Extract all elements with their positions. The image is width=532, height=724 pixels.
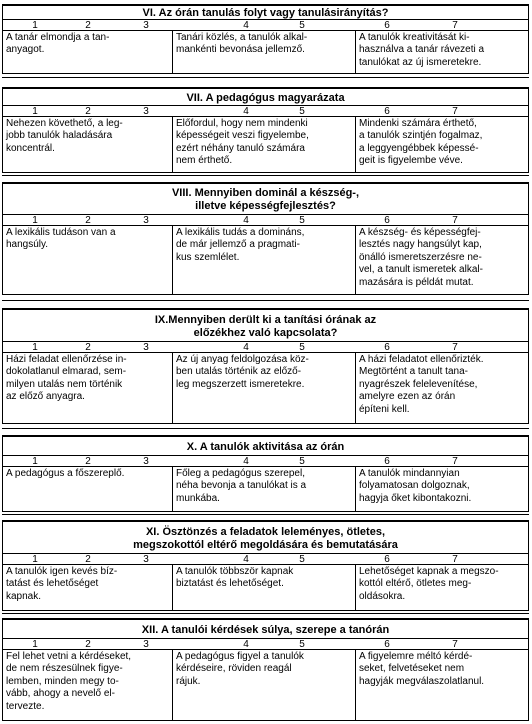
scale-number: 3 [143, 106, 149, 117]
scale-number: 1 [32, 456, 38, 467]
section-xi [2, 520, 529, 611]
descriptor-high: A figyelemre méltó kérdé- seket, felvetéseket nem hagyják megválaszolatlanul. [359, 651, 485, 687]
descriptor-mid: A pedagógus figyel a tanulók kérdéseire, röviden reagál rájuk. [173, 650, 356, 720]
scale-number: 7 [452, 215, 458, 226]
descriptor-low: A tanulók igen kevés bíz- tatást és lehetőséget kapnak. [3, 565, 173, 610]
scale-number: 5 [299, 215, 305, 226]
descriptor-mid: Főleg a pedagógus szerepel, néha bevonja a tanulókat is a munkába. [173, 467, 356, 511]
section-title: X. A tanulók aktivitása az órán [2, 435, 529, 455]
scale-row [2, 553, 529, 564]
scale-number: 1 [32, 215, 38, 226]
scale-number: 3 [143, 215, 149, 226]
scale-number: 5 [299, 342, 305, 353]
section-vi [2, 4, 529, 74]
descriptor-low: A lexikális tudáson van a hangsúly. [3, 226, 173, 294]
descriptor-row [2, 116, 529, 173]
descriptor-high: Lehetőséget kapnak a megszo- kottól eltérő, ötletes meg- oldásokra. [359, 566, 499, 602]
scale-number: 6 [384, 215, 390, 226]
section-vii [2, 87, 529, 173]
scale-number: 7 [452, 554, 458, 565]
scale-row [2, 341, 529, 352]
scale-number: 4 [243, 342, 249, 353]
scale-number: 3 [143, 456, 149, 467]
divider [2, 77, 529, 78]
scale-number: 3 [143, 20, 149, 31]
section-title: VI. Az órán tanulás folyt vagy tanulásirányítás? [2, 4, 529, 19]
divider [2, 613, 529, 614]
descriptor-low: A tanár elmondja a tan- anyagot. [3, 31, 173, 73]
scale-number: 6 [384, 106, 390, 117]
scale-number: 4 [243, 215, 249, 226]
scale-number: 2 [85, 639, 91, 650]
scale-number: 7 [452, 342, 458, 353]
descriptor-mid: A tanulók többször kapnak biztatást és lehetőséget. [173, 565, 356, 610]
descriptor-low: Fel lehet vetni a kérdéseket, de nem részesülnek figye- lemben, minden megy to- vább, ahogy a nevelő el- tervezte. [3, 650, 173, 720]
scale-number: 5 [299, 20, 305, 31]
scale-number: 5 [299, 554, 305, 565]
scale-row [2, 214, 529, 225]
descriptor-high: A tanulók kreativitását ki- használva a tanár rávezeti a tanulókat az új ismeretekre. [359, 32, 485, 68]
descriptor-row [2, 564, 529, 611]
scale-row [2, 105, 529, 116]
scale-number: 2 [85, 215, 91, 226]
descriptor-mid: Tanári közlés, a tanulók alkal- mankénti bevonása jellemző. [173, 31, 356, 73]
scale-number: 5 [299, 639, 305, 650]
scale-number: 5 [299, 106, 305, 117]
descriptor-row [2, 649, 529, 721]
scale-number: 6 [384, 639, 390, 650]
divider [2, 175, 529, 176]
divider [2, 514, 529, 515]
descriptor-row [2, 352, 529, 424]
scale-number: 1 [32, 342, 38, 353]
scale-number: 6 [384, 554, 390, 565]
scale-number: 1 [32, 554, 38, 565]
divider [2, 300, 529, 301]
scale-number: 1 [32, 20, 38, 31]
section-title: VIII. Mennyiben dominál a készség-, illetve képességfejlesztés? [2, 182, 529, 214]
descriptor-row [2, 30, 529, 74]
scale-number: 7 [452, 639, 458, 650]
section-x [2, 435, 529, 512]
section-title: IX.Mennyiben derült ki a tanítási órának az előzékhez való kapcsolata? [2, 308, 529, 341]
scale-row [2, 19, 529, 30]
scale-row [2, 638, 529, 649]
scale-number: 4 [243, 554, 249, 565]
scale-number: 2 [85, 342, 91, 353]
scale-number: 2 [85, 456, 91, 467]
descriptor-low: Házi feladat ellenőrzése in- dokolatlanul elmarad, sem- milyen utalás nem történik az előző anyagra. [3, 353, 173, 423]
section-ix [2, 308, 529, 424]
section-xii [2, 618, 529, 721]
scale-number: 3 [143, 342, 149, 353]
section-title: VII. A pedagógus magyarázata [2, 87, 529, 105]
descriptor-row [2, 225, 529, 295]
descriptor-low: Nehezen követhető, a leg- jobb tanulók haladására koncentrál. [3, 117, 173, 172]
descriptor-mid: A lexikális tudás a domináns, de már jellemző a pragmati- kus szemlélet. [173, 226, 356, 294]
descriptor-high: A házi feladatot ellenőrizték. Megtörtént a tanult tana- nyagrészek felelevenítése, amelyre ezen az órán építeni kell. [359, 354, 484, 415]
scale-row [2, 455, 529, 466]
scale-number: 4 [243, 20, 249, 31]
descriptor-row [2, 466, 529, 512]
descriptor-mid: Előfordul, hogy nem mindenki képességeit veszi figyelembe, ezért néhány tanuló számára nem érthető. [173, 117, 356, 172]
scale-number: 1 [32, 639, 38, 650]
scale-number: 4 [243, 106, 249, 117]
scale-number: 7 [452, 20, 458, 31]
scale-number: 3 [143, 639, 149, 650]
scale-number: 2 [85, 554, 91, 565]
scale-number: 3 [143, 554, 149, 565]
divider [2, 428, 529, 429]
scale-number: 6 [384, 456, 390, 467]
section-title: XII. A tanulói kérdések súlya, szerepe a tanórán [2, 618, 529, 638]
descriptor-low: A pedagógus a főszereplő. [3, 467, 173, 511]
scale-number: 1 [32, 106, 38, 117]
descriptor-high: A tanulók mindannyian folyamatosan dolgoznak, hagyja őket kibontakozni. [359, 468, 472, 504]
scale-number: 6 [384, 20, 390, 31]
scale-number: 2 [85, 106, 91, 117]
section-title: XI. Ösztönzés a feladatok leleményes, ötletes, megszokottól eltérő megoldására és bemutatására [2, 520, 529, 553]
scale-number: 4 [243, 639, 249, 650]
descriptor-high: Mindenki számára érthető, a tanulók szintjén fogalmaz, a leggyengébbek képessé- geit is figyelembe véve. [359, 118, 483, 167]
scale-number: 4 [243, 456, 249, 467]
scale-number: 2 [85, 20, 91, 31]
descriptor-high: A készség- és képességfej- lesztés nagy hangsúlyt kap, önálló ismeretszerzésre ne- vel, a tanult ismeretek alkal- mazására is példát mutat. [359, 227, 483, 288]
scale-number: 7 [452, 456, 458, 467]
scale-number: 7 [452, 106, 458, 117]
scale-number: 6 [384, 342, 390, 353]
scale-number: 5 [299, 456, 305, 467]
section-viii [2, 182, 529, 295]
descriptor-mid: Az új anyag feldolgozása köz- ben utalás történik az előző- leg megszerzett ismeretekre. [173, 353, 356, 423]
